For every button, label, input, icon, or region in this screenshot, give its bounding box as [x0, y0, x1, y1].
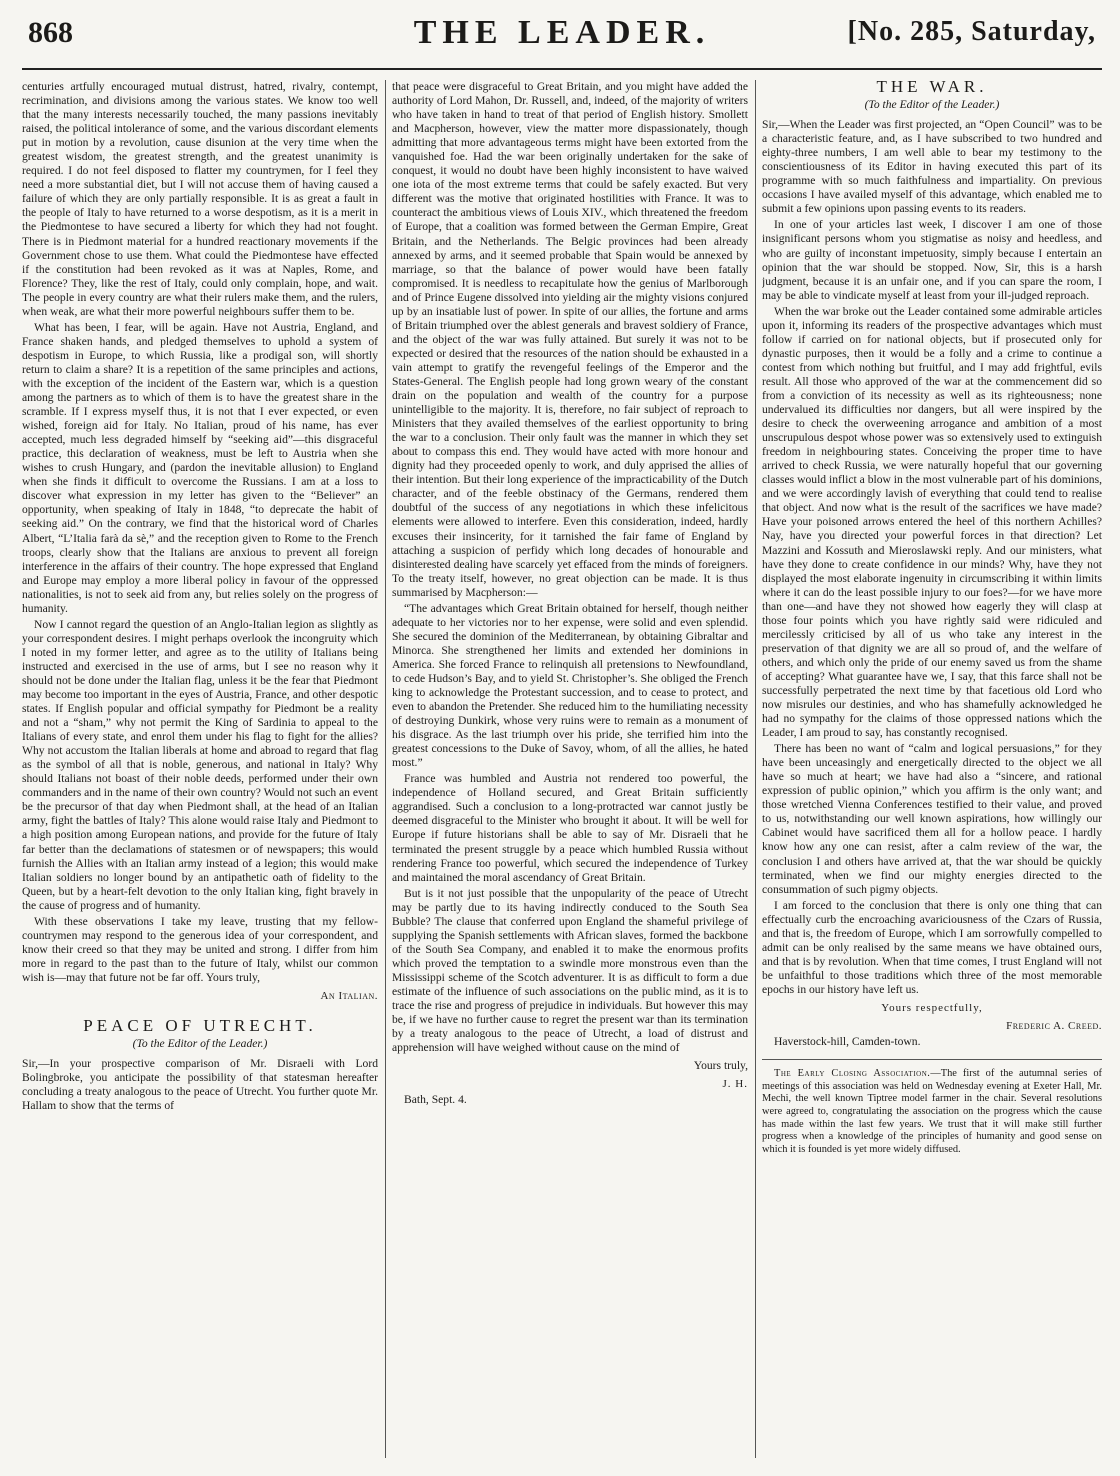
letter-signature: Frederic A. Creed. [1006, 1020, 1102, 1033]
paper-title: THE LEADER. [413, 14, 711, 51]
column-1 [22, 80, 378, 1458]
issue-label: [No. 285, Saturday, [847, 16, 1096, 47]
column-rule [755, 80, 756, 1458]
article-paragraph: When the war broke out the Leader contained some admirable articles upon it, informing its readers of the prospective advantages which must follow if carried on for national objects, but if prosecuted only for dynastic purposes, then it would be a folly and a crime to continue a contest from which nothing but fruitful, and I may add frightful, evils result. All those who approved of the war at the commencement did so from a conviction of its necessity as well as its righteousness; none undervalued its difficulties nor dangers, but all were inspired by the desire to check the overweening arrogance and ambition of a most unscrupulous despot whose power was so extensively used to extinguish freedom in neighbouring states. Conceiving the proper time to have arrived to check Russia, we were naturally hopeful that our governing classes would inflict a blow in the most vulnerable part of his dominions, and we were accordingly lavish of everything that could tend to realise that object. And now what is the result of the sacrifices we have made? Have your poisoned arrows entered the heel of this northern Achilles? Nay, have you directed your powerful forces in that direction? Let Mazzini and Kossuth and Mieroslawski reply. And our ministers, what have they done to create confidence in our minds? Why, have they not displayed the most elaborate ingenuity in circumscribing it within limits where it can do the least possible injury to our foes?—for we have more than one—and have they not showed how eagerly they will clasp at those four points which you have rightly said were ridiculed and mercilessly criticised by all of us who take any interest in the preservation of that dignity we are all so proud of, and the welfare of others, and which only the pride of our enemy saved us from the shame of accepting? What guarantee have we, I say, that this farce shall not be successfully perpetrated the next time by that facetious old Lord who now misrules our destinies, and who has shamefully acknowledged he had no sympathy for the claims of those oppressed nations which the Leader, I am proud to say, has constantly recognised. [762, 304, 1102, 740]
editor-line: (To the Editor of the Leader.) [864, 98, 1000, 112]
note-lead: The Early Closing Association. [774, 1068, 931, 1080]
article-paragraph: With these observations I take my leave, trusting that my fellow-countrymen may respond to the generous idea of your correspondent, and know their creed so that they may be united and strong. I differ from him more in regard to the past than to the future of Italy, whilst our common wish is—may that future not be far off. Yours truly, [22, 914, 378, 984]
letter-place: Haverstock-hill, Camden-town. [774, 1035, 921, 1049]
article-paragraph: I am forced to the conclusion that there is only one thing that can effectually curb the encroaching avariciousness of the Czars of Russia, and that is, the freedom of Europe, which I am sorrowfully compelled to admit can be only realised by the same means we have obtained ours, and that is by revolution. When that time comes, I trust England will not be unfaithful to those traditions which three of the most memorable epochs in our history have left us. [762, 898, 1102, 996]
article-paragraph: But is it not just possible that the unpopularity of the peace of Utrecht may be partly due to its having indirectly conduced to the South Sea Bubble? The clause that conferred upon England the shameful privilege of supplying the Spanish settlements with African slaves, formed the backbone of the South Sea Company, and enabled it to make the enormous profits which proved the temptation to a swindle more monstrous even than the Mississippi scheme of the Scotch adventurer. It is as difficult to form a due estimate of the influence of such associations on the public mind, as it is to trace the rise and progress of prejudice in individuals. But however this may be, if we have no further cause to regret the present war than its termination by a treaty analogous to the peace of Utrecht, a load of distrust and apprehension will have weighed without cause on the mind of [392, 886, 748, 1055]
column-3 [762, 80, 1102, 1458]
news-note [762, 1068, 1102, 1156]
article-paragraph: What has been, I fear, will be again. Have not Austria, England, and France shaken hands, and pledged themselves to uphold a system of despotism in Europe, to which Russia, like a prodigal son, will shortly return to claim a share? It is a repetition of the same principles and actions, with the exception of the incident of the Eastern war, which is a question among the partners as to which of them is to have the greatest share in the scramble. If I express myself thus, it is not that I ever expected, or even wished, foreign aid for Italy. No Italian, proud of his name, has ever accepted, much less degraded himself by “seeking aid”—this disgraceful practice, this declaration of weakness, must be left to Austria when she wishes to crush Hungary, and (pardon the inevitable allusion) to England when she finds it difficult to overcome the Russians. I am at a loss to discover what expression in my letter has given to the “Believer” an opportunity, when speaking of Italy in 1848, “to deprecate the habit of seeking aid.” On the contrary, we find that the historical word of Charles Albert, “L’Italia farà da sè,” and the reception given to Rome to the French troops, clearly show that the Italians are anxious to prevent all foreign interference in the affairs of their country. The hope expressed that England and Europe may employ a more liberal policy in favour of the oppressed nationalities, is not to seek aid from any, but relies solely on the progress of humanity. [22, 320, 378, 615]
letter-signature: J. H. [722, 1078, 748, 1091]
column-2 [392, 80, 748, 1458]
article-paragraph: There has been no want of “calm and logical persuasions,” for they have been unceasingly and energetically directed to the object we all have so much at heart; we have had also a “sincere, and rational expression of public opinion,” which you affirm is the only want; and those wretched Vienna Conferences testified to their value, and proved to us, notwithstanding our well known aspirations, how willingly our Cabinet would have sacrificed them all for a hollow peace. I hardly know how any one can resist, after a calm review of the war, the conclusion I and others have arrived at, that the war should be quickly terminated, when we find our mighty energies directed to the consummation of such pigmy objects. [762, 742, 1102, 896]
column-rule [385, 80, 386, 1458]
letter-signature: An Italian. [320, 990, 378, 1002]
article-paragraph: France was humbled and Austria not rendered too powerful, the independence of Holland secured, and Great Britain sufficiently aggrandised. Such a conclusion to a long-protracted war cannot justly be deemed disgraceful to the Minister who brought it about. It will be well for Europe if future historians shall be able to say of Mr. Disraeli that he terminated the present struggle by a peace which humbled Russia without rendering France too powerful, which secured the independence of Turkey and maintained the moral ascendancy of Great Britain. [392, 772, 748, 884]
letter-closing: Yours respectfully, [881, 1002, 983, 1014]
letter-place: Bath, Sept. 4. [404, 1093, 467, 1107]
note-text: —The first of the autumnal series of meetings of this association was held on Wednesday evening at Exeter Hall, Mr. Mechi, the well known Tiptree model farmer in the chair. Several resolutions were agreed to, congratulating the association on the progress which the cause has made within the last few years. We trust that it will make still further progress when a knowledge of the principles of humanity and good sense on which it is founded is yet more widely diffused. [762, 1068, 1102, 1155]
article-paragraph: In one of your articles last week, I discover I am one of those insignificant persons whom you stigmatise as noisy and heedless, and who are guilty of inconstant impetuosity, simply because I entertain an opinion that the war should be stopped. Now, Sir, this is a harsh judgment, because it is an unfair one, and if you can spare the room, I may be able to vindicate myself at least from your ill-judged reproach. [762, 218, 1102, 302]
page-number: 868 [28, 16, 73, 49]
closing-line [392, 1059, 748, 1073]
letter-closing: Yours truly, [693, 1059, 748, 1073]
quoted-paragraph: “The advantages which Great Britain obtained for herself, though neither adequate to her victories nor to her expense, were solid and even splendid. She secured the dominion of the Mediterranean, by obtaining Gibraltar and Minorca. She strengthened her limits and extended her dominions in America. She forced France to relinquish all pretensions to Newfoundland, to cede Hudson’s Bay, and to yield St. Christopher’s. She obliged the French king to acknowledge the Protestant succession, and to cease to protect, and even to abandon the Pretender. She reduced him to the humiliating necessity of destroying Dunkirk, whose very ruins were to remain as a monument of his disgrace. As the last triumph over his pride, she terrified him into the greatest concessions to the Duke of Savoy, whom, of all the allies, he hated most.” [392, 601, 748, 770]
section-divider [762, 1059, 1102, 1060]
article-paragraph: Sir,—In your prospective comparison of Mr. Disraeli with Lord Bolingbroke, you anticipate the possibility of that statesman hereafter concluding a treaty analogous to the peace of Utrecht. You further quote Mr. Hallam to show that the terms of [22, 1057, 378, 1113]
article-heading-war: THE WAR. [876, 80, 988, 96]
editor-line: (To the Editor of the Leader.) [132, 1037, 268, 1051]
article-paragraph: centuries artfully encouraged mutual distrust, hatred, rivalry, contempt, recrimination, and divisions among the various states. We know too well that the many interests necessarily touched, the many passions inevitably raised, the political intolerance of some, and the various discordant elements put in motion by a revolution, cause disunion at the very time when the greatest wisdom, the greatest strength, and the greatest unanimity is required. I do not feel disposed to flatter my countrymen, for I feel they need a more substantial diet, but I will not accuse them of having caused a failure of which they are only partially responsible. It is as great a fault in the people of Italy to have returned to a worse despotism, as it is a merit in the Piedmontese to have secured a liberty for which they had not fought. There is in Piedmont material for a hundred reactionary movements if the Government chose to use them. What could the Piedmontese have effected if the constitution had been revoked as it was at Naples, Rome, and Florence? They, like the rest of Italy, could only complain, hope, and wait. The people in every country are what their rulers make them, and the rulers, when weak, are what their more powerful neighbours suffer them to be. [22, 80, 378, 318]
masthead [22, 6, 1102, 70]
article-paragraph: Now I cannot regard the question of an Anglo-Italian legion as slightly as your correspondent desires. I might perhaps overlook the incongruity which I noted in my former letter, and agree as to the utility of Italians being instructed and exercised in the use of arms, but I see no reason why it should not be done under the Italian flag, unless it be the fear that Piedmont may become too important in the eyes of Austria, France, and other despotic states. If English popular and official sympathy for Piedmont be a reality and not a “sham,” why not permit the King of Sardinia to appeal to the Italians of every state, and enrol them under his flag to fight for the allies? Why not accustom the Italian liberals at home and abroad to regard that flag as the symbol of all that is noble, generous, and national in Italy? Why should Italians not boast of their noble deeds, performed under their own commanders and in the name of their own country? Would not such an event be the precursor of that day when Piedmont shall, at the head of an Italian army, fight the battles of Italy? This alone would raise Italy and Piedmont to a high position among European nations, and provide for the future of Italy far better than the declamations of statesmen or of newspapers; this would furnish the Allies with an Italian army instead of a legion; this would make Italian soldiers no longer bound by an antipathetic oath of fidelity to the Queen, but by a heart-felt devotion to the only Italian king, fight bravely in the cause of progress and of humanity. [22, 617, 378, 912]
article-heading-utrecht: PEACE OF UTRECHT. [83, 1016, 317, 1036]
article-paragraph: Sir,—When the Leader was first projected, an “Open Council” was to be a characteristic feature, and, as I have subscribed to two hundred and eighty-three numbers, I am well able to bear my testimony to the conscientiousness of its Editor in having executed this part of its programme with so much faithfulness and impartiality. On previous occasions I have availed myself of this advantage, which enabled me to submit a few opinions upon passing events to its readers. [762, 118, 1102, 216]
article-paragraph: that peace were disgraceful to Great Britain, and you might have added the authority of Lord Mahon, Dr. Russell, and, indeed, of the majority of writers who have taken in hand to treat of that period of English history. Smollett and Macpherson, however, view the matter more dispassionately, though admitting that more advantageous terms might have been extorted from the vanquished foe. Had the war been originally undertaken for the sake of conquest, it would no doubt have been highly inconsistent to have waived one iota of the most extreme terms that could be safely exacted. But very different was the motive that originated hostilities with France. It was to counteract the ambitious views of Louis XIV., which threatened the freedom of Europe, that a coalition was formed between the German Empire, Great Britain, and the Netherlands. The Belgic provinces had been already annexed by arms, and it seemed probable that Spain would be annexed by marriage, so that the balance of power would have been fatally compromised. It is needless to recapitulate how the genius of Marlborough and of Prince Eugene dissolved into yielding air the mighty visions conjured up by an insatiable lust of power. In spite of our allies, the fortune and arms of Britain triumphed over the ablest generals and bravest soldiery of France, and the object of the war was fully attained. But surely it was not to be expected or desired that the resources of the nation should be exhausted in a vain attempt to gratify the revengeful feelings of the Emperor and the States-General. The English people had long grown weary of the constant drain on the population and wealth of the country for a purpose unintelligible to the majority. It is, therefore, no fair subject of reproach to Ministers that they availed themselves of the earliest opportunity to bring the war to a conclusion. Their only fault was the manner in which they set about to compass this end. They would have acted with more honour and dignity had they proceeded openly to work, and duly apprised the allies of their intention. But their long experience of the impracticability of the Dutch character, and of the feeble obstinacy of the Germans, rendered them doubtful of the success of any negotiations in which these infelicitous elements were allowed to interfere. Even this consideration, indeed, hardly excuses their insincerity, for it tarnished the fair fame of England by attaching a suspicion of perfidy which long decades of honourable and disinterested dealing have scarcely yet effaced from the minds of foreigners. To the treaty itself, however, no great objection can be made. It is thus summarised by Macpherson:— [392, 80, 748, 599]
